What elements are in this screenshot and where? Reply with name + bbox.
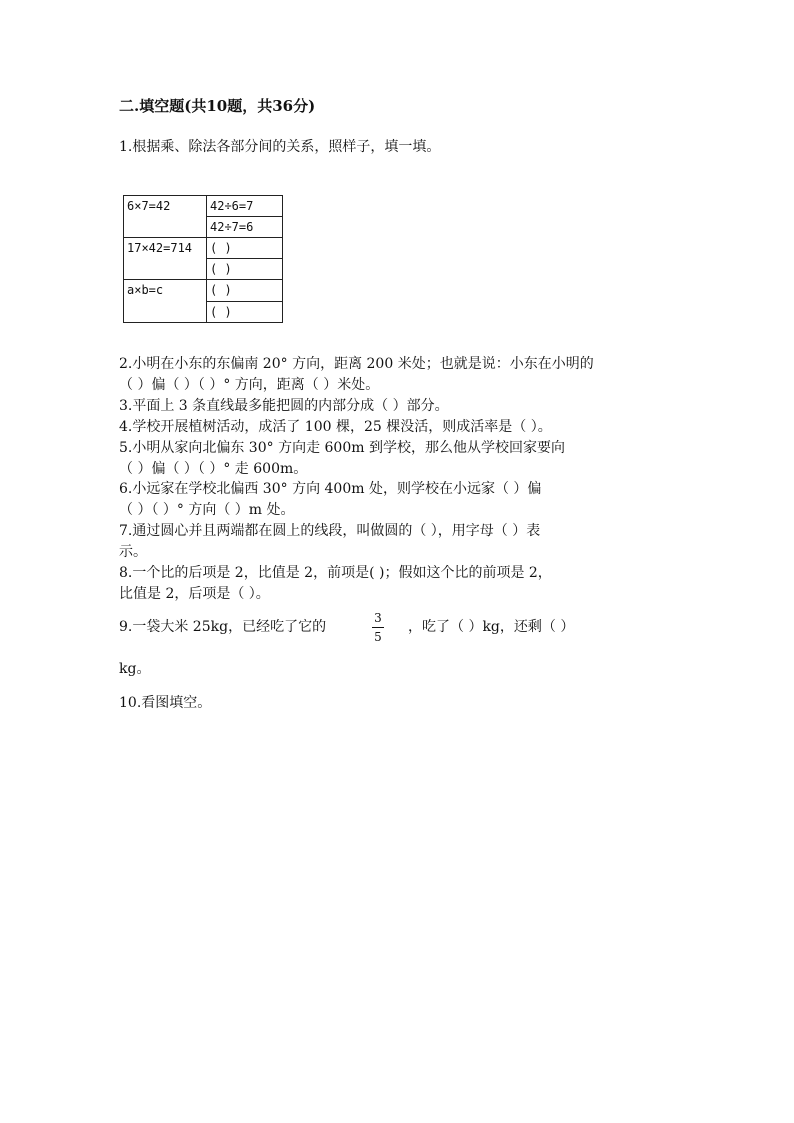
question-2-line-2: （ ）偏（ ）（ ）° 方向，距离（ ）米处。 [119,377,380,393]
question-10-text: 10.看图填空。 [119,695,212,711]
table-row [124,238,283,259]
fraction-three-fifths [372,611,384,644]
fraction-denominator: 5 [374,630,382,644]
section-heading: 二.填空题(共10题，共36分) [119,97,316,115]
fraction-numerator: 3 [374,611,382,625]
table-cell-example-div-1: 42÷6=7 [207,196,283,217]
table-row [124,280,283,302]
question-7-line-1: 7.通过圆心并且两端都在圆上的线段，叫做圆的（ ），用字母（ ）表 [119,523,541,539]
question-2-line-1: 2.小明在小东的东偏南 20° 方向，距离 200 米处；也就是说：小东在小明的 [119,356,594,372]
question-9-part-1: 9.一袋大米 25kg，已经吃了它的 [119,619,327,635]
table-cell-variables: a×b=c [124,280,207,323]
table-row [124,196,283,217]
question-6-line-2: （ ）（ ）° 方向（ ）m 处。 [119,502,295,518]
question-4-text: 4.学校开展植树活动，成活了 100 棵，25 棵没活，则成活率是（ ）。 [119,419,552,435]
table-cell-example: 6×7=42 [124,196,207,238]
question-3-text: 3.平面上 3 条直线最多能把圆的内部分成（ ）部分。 [119,398,449,414]
question-6-line-1: 6.小远家在学校北偏西 30° 方向 400m 处，则学校在小远家（ ）偏 [119,481,542,497]
table-cell-example-div-2: 42÷7=6 [207,217,283,238]
table-blank[interactable]: ( ) [207,259,283,280]
table-cell-product: 17×42=714 [124,238,207,280]
table-blank[interactable]: ( ) [207,238,283,259]
multiplication-division-table [123,195,283,323]
fraction-bar [372,627,384,628]
question-1-text: 1.根据乘、除法各部分间的关系，照样子，填一填。 [119,139,441,155]
question-8-line-1: 8.一个比的后项是 2，比值是 2，前项是( )；假如这个比的前项是 2， [119,565,552,581]
question-8-line-2: 比值是 2，后项是（ ）。 [119,586,270,602]
question-5-line-1: 5.小明从家向北偏东 30° 方向走 600m 到学校，那么他从学校回家要向 [119,440,565,456]
question-9-line-2: kg。 [119,661,151,677]
question-7-line-2: 示。 [119,544,147,560]
question-9-part-2: ，吃了（ ）kg，还剩（ ） [408,619,575,635]
question-5-line-2: （ ）偏（ ）（ ）° 走 600m。 [119,461,308,477]
table-blank[interactable]: ( ) [207,280,283,302]
table-blank[interactable]: ( ) [207,301,283,323]
